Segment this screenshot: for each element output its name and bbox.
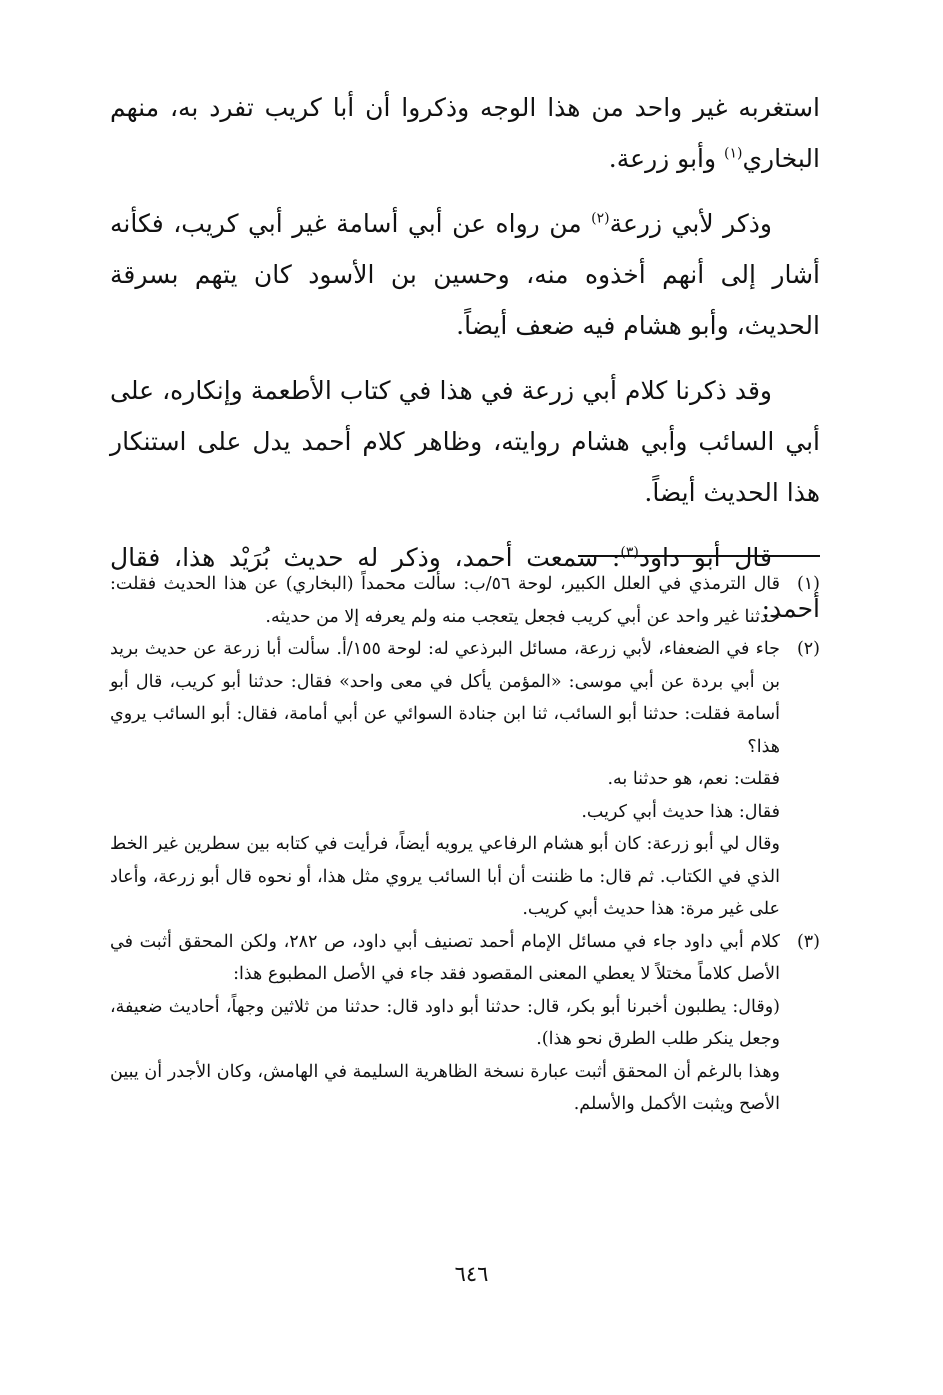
footnote-line: (وقال: يطلبون أخبرنا أبو بكر، قال: حدثنا أبو داود قال: حدثنا من ثلاثين وجهاً، أحاديث ضعيفة، وجعل ينكر طلب الطرق نحو هذا). [110,996,780,1049]
main-text [110,82,820,634]
footnote-2 [110,633,820,926]
footnote-line: جاء في الضعفاء، لأبي زرعة، مسائل البرذعي له: لوحة ١٥٥/أ. سألت أبا زرعة عن حديث بريد بن أبي بردة عن أبي موسى: «المؤمن يأكل في معى واحد» فقال: حدثنا أبو كريب، قال أبو أسامة فقلت: حدثنا أبو السائب، ثنا ابن جنادة السوائي عن أبي أمامة، فقال: أبو السائب يروي هذا؟ [110,639,781,757]
footnote-number: (٣) [796,931,820,952]
footnote-number: (١) [796,574,820,594]
footnote-line: كلام أبي داود جاء في مسائل الإمام أحمد تصنيف أبي داود، ص ٢٨٢، ولكن المحقق أثبت في الأصل كلاماً مختلاً لا يعطي المعنى المقصود فقد جاء في الأصل المطبوع هذا: [110,931,781,984]
footnote-number: (٢) [796,639,820,659]
paragraph-3: وقد ذكرنا كلام أبي زرعة في هذا في كتاب الأطعمة وإنكاره، على أبي السائب وأبي هشام روايته، وظاهر كلام أحمد يدل على استنكار هذا الحديث أيضاً. [110,376,820,507]
footnote-line: وهذا بالرغم أن المحقق أثبت عبارة نسخة الظاهرية السليمة في الهامش، وكان الأجدر أن يبين الأصح ويثبت الأكمل والأسلم. [110,1061,780,1114]
page-number: ٦٤٦ [454,1262,489,1286]
paragraph-1: استغربه غير واحد من هذا الوجه وذكروا أن أبا كريب تفرد به، منهم البخاري$^{(١)}$ وأبو زرعة. [110,93,820,173]
footnote-line: فقلت: نعم، هو حدثنا به. [607,769,780,789]
footnote-ref-1[interactable]: (١) [724,145,743,162]
footnote-ref-3[interactable]: (٣) [620,544,639,561]
footnote-line: فقال: هذا حديث أبي كريب. [581,801,780,822]
footnotes [110,568,820,1121]
paragraph-2: وذكر لأبي زرعة$^{(٢)}$ من رواه عن أبي أسامة غير أبي كريب، فكأنه أشار إلى أنهم أخذوه منه، وحسين بن الأسود كان يتهم بسرقة الحديث، وأبو هشام فيه ضعف أيضاً. [110,209,820,340]
footnote-3 [110,926,820,1121]
footnote-separator [578,555,820,557]
footnote-ref-2[interactable]: (٢) [591,210,610,227]
footnote-line: وقال لي أبو زرعة: كان أبو هشام الرفاعي يرويه أيضاً، فرأيت في كتابه بين سطرين غير الخط الذي في الكتاب. ثم قال: ما ظننت أن أبا السائب يروي مثل هذا، أو نحوه قال أبو زرعة، وأعاد على غير مرة: هذا حديث أبي كريب. [110,834,780,919]
footnote-1 [110,568,820,633]
footnote-line: قال الترمذي في العلل الكبير، لوحة ٥٦/ب: سألت محمداً (البخاري) عن هذا الحديث فقلت: حدثنا غير واحد عن أبي كريب فجعل يتعجب منه ولم يعرفه إلا من حديثه. [110,574,780,627]
paragraph-4: قال أبو داود$^{(٣)}$: سمعت أحمد، وذكر له حديث بُرَيْد هذا، فقال أحمد: [110,543,820,623]
